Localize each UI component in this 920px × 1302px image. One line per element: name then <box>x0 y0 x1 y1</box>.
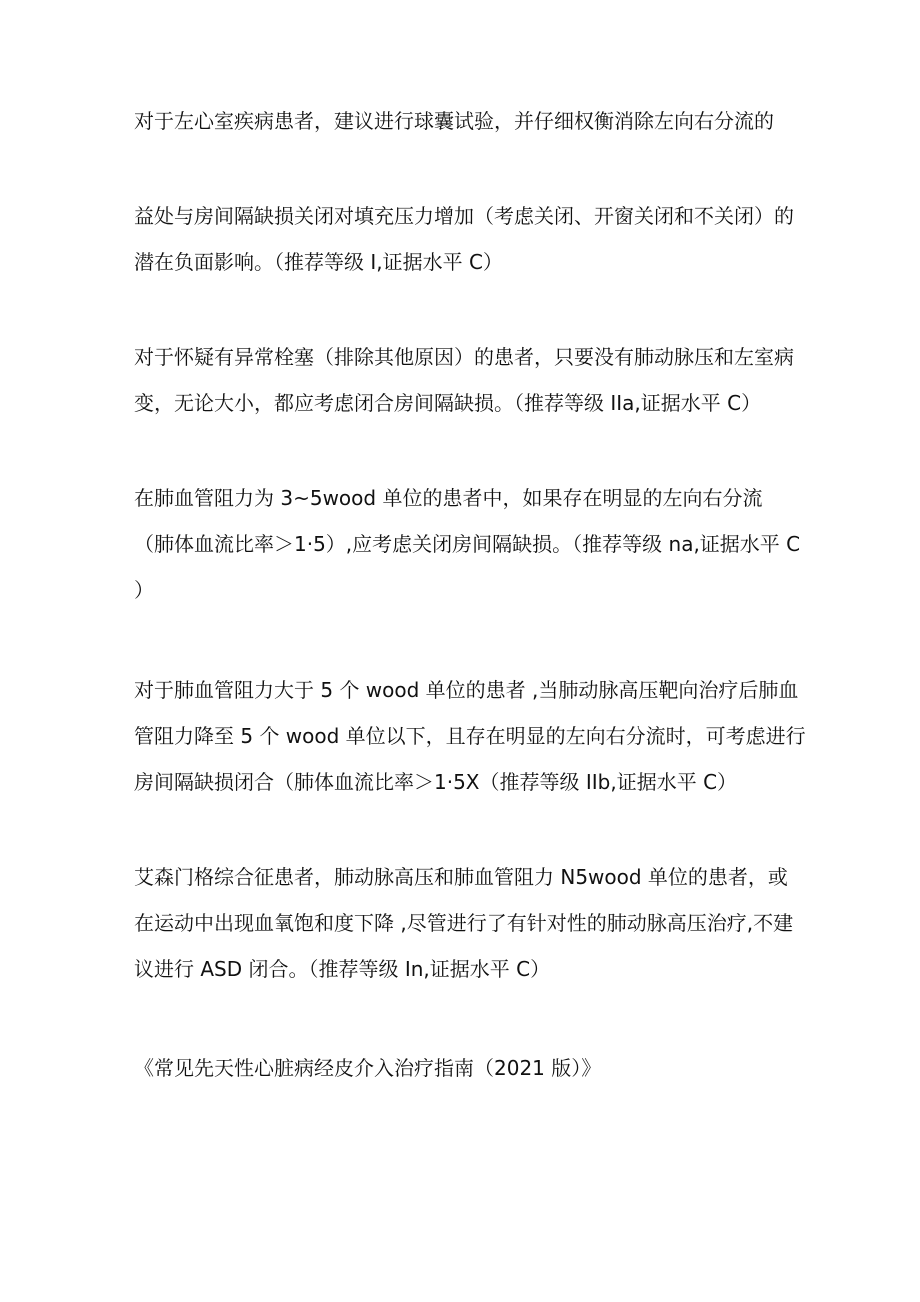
paragraph-6-line-1: 艾森门格综合征患者，肺动脉高压和肺血管阻力 N5wood 单位的患者，或 <box>134 865 788 889</box>
paragraph-5-line-1: 对于肺血管阻力大于 5 个 wood 单位的患者 ,当肺动脉高压靶向治疗后肺血 <box>134 678 799 702</box>
paragraph-2-line-1: 益处与房间隔缺损关闭对填充压力增加（考虑关闭、开窗关闭和不关闭）的 <box>134 204 794 228</box>
paragraph-5-line-2: 管阻力降至 5 个 wood 单位以下，且存在明显的左向右分流时，可考虑进行 <box>134 724 806 748</box>
paragraph-3-line-2: 变，无论大小，都应考虑闭合房间隔缺损。（推荐等级 IIa,证据水平 C） <box>134 391 762 415</box>
reference-title: 《常见先天性心脏病经皮介入治疗指南（2021 版）》 <box>134 1056 602 1080</box>
paragraph-6-line-2: 在运动中出现血氧饱和度下降 ,尽管进行了有针对性的肺动脉高压治疗,不建 <box>134 911 794 935</box>
paragraph-2-line-2: 潜在负面影响。（推荐等级 I,证据水平 C） <box>134 250 503 274</box>
paragraph-1-line-1: 对于左心室疾病患者，建议进行球囊试验，并仔细权衡消除左向右分流的 <box>134 109 774 133</box>
paragraph-4-line-3: ） <box>134 578 154 602</box>
paragraph-6-line-3: 议进行 ASD 闭合。（推荐等级 In,证据水平 C） <box>134 957 551 981</box>
paragraph-3-line-1: 对于怀疑有异常栓塞（排除其他原因）的患者，只要没有肺动脉压和左室病 <box>134 345 794 369</box>
paragraph-4-line-1: 在肺血管阻力为 3~5wood 单位的患者中，如果存在明显的左向右分流 <box>134 486 763 510</box>
paragraph-4-line-2: （肺体血流比率＞1·5）,应考虑关闭房间隔缺损。（推荐等级 na,证据水平 C <box>134 532 801 556</box>
paragraph-5-line-3: 房间隔缺损闭合（肺体血流比率＞1·5X（推荐等级 IIb,证据水平 C） <box>134 770 738 794</box>
